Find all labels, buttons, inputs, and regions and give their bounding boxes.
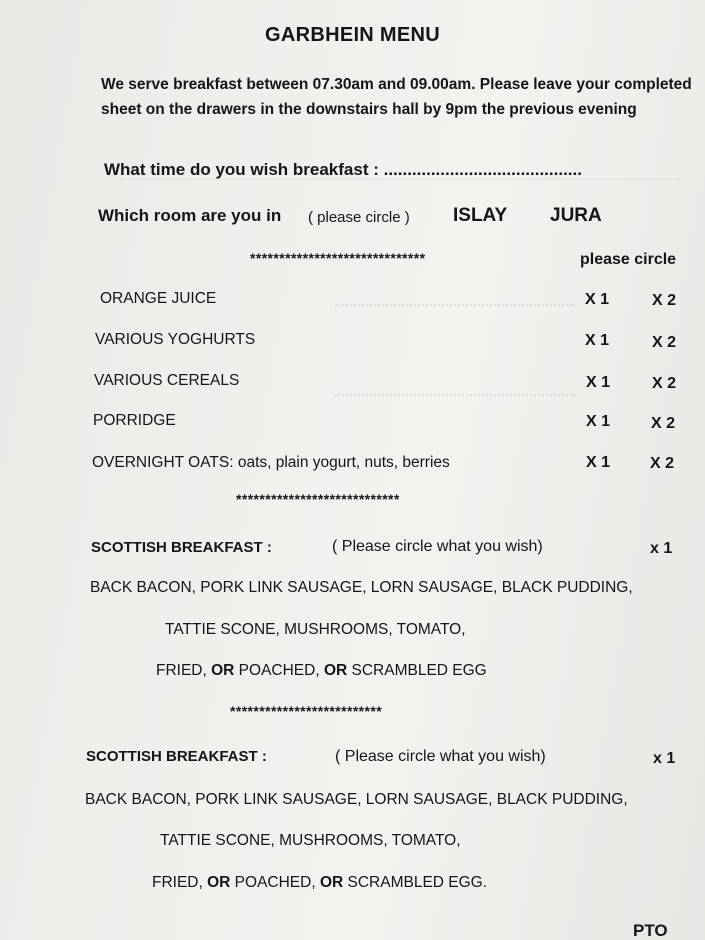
qty-option-x1[interactable]: X 1 bbox=[585, 332, 610, 349]
breakfast-options-line[interactable]: BACK BACON, PORK LINK SAUSAGE, LORN SAUSAGE, BLACK PUDDING, bbox=[85, 791, 628, 808]
egg-option-poached[interactable]: POACHED, bbox=[230, 874, 320, 891]
breakfast-time-question[interactable]: What time do you wish breakfast : .......................................... bbox=[104, 160, 582, 179]
item-various-yoghurts: VARIOUS YOGHURTS bbox=[95, 331, 256, 348]
or-label: OR bbox=[211, 662, 235, 679]
egg-option-fried[interactable]: FRIED, bbox=[152, 874, 208, 891]
qty-option-x1[interactable]: X 1 bbox=[586, 413, 611, 430]
scottish-breakfast-qty[interactable]: x 1 bbox=[650, 540, 673, 557]
breakfast-options-line[interactable]: TATTIE SCONE, MUSHROOMS, TOMATO, bbox=[165, 621, 466, 638]
room-option-islay[interactable]: ISLAY bbox=[453, 205, 508, 226]
separator: ****************************** bbox=[250, 250, 426, 266]
breakfast-options-line[interactable]: TATTIE SCONE, MUSHROOMS, TOMATO, bbox=[160, 832, 461, 849]
scottish-breakfast-qty[interactable]: x 1 bbox=[653, 750, 676, 767]
separator: **************************** bbox=[236, 491, 400, 507]
show-through-line bbox=[335, 296, 575, 306]
scottish-breakfast-title: SCOTTISH BREAKFAST : bbox=[86, 748, 267, 765]
egg-option-scrambled[interactable]: SCRAMBLED EGG bbox=[347, 662, 487, 679]
intro-text: We serve breakfast between 07.30am and 09.00am. Please leave your completed sheet on the drawers in the downstairs hall by 9pm the previous evening bbox=[101, 76, 692, 118]
scottish-breakfast-hint: ( Please circle what you wish) bbox=[332, 538, 543, 555]
qty-option-x2[interactable]: X 2 bbox=[652, 334, 677, 351]
egg-option-scrambled[interactable]: SCRAMBLED EGG. bbox=[343, 874, 488, 891]
qty-option-x1[interactable]: X 1 bbox=[586, 374, 611, 391]
scottish-breakfast-title: SCOTTISH BREAKFAST : bbox=[91, 539, 272, 556]
egg-options-line[interactable] bbox=[156, 662, 487, 680]
or-label: OR bbox=[207, 874, 231, 891]
item-orange-juice: ORANGE JUICE bbox=[100, 290, 217, 307]
egg-option-poached[interactable]: POACHED, bbox=[234, 662, 324, 679]
qty-option-x2[interactable]: X 2 bbox=[650, 455, 675, 472]
qty-option-x2[interactable]: X 2 bbox=[651, 415, 676, 432]
separator: ************************** bbox=[230, 703, 383, 719]
item-various-cereals: VARIOUS CEREALS bbox=[94, 372, 240, 389]
or-label: OR bbox=[319, 874, 344, 891]
room-question: Which room are you in bbox=[98, 206, 282, 225]
room-hint: ( please circle ) bbox=[308, 209, 410, 226]
qty-option-x1[interactable]: X 1 bbox=[586, 454, 611, 471]
please-circle-label: please circle bbox=[580, 251, 677, 268]
or-label: OR bbox=[323, 662, 348, 679]
qty-option-x1[interactable]: X 1 bbox=[585, 291, 610, 308]
item-overnight-oats: OVERNIGHT OATS: oats, plain yogurt, nuts, berries bbox=[92, 454, 450, 471]
scottish-breakfast-hint: ( Please circle what you wish) bbox=[335, 748, 546, 765]
egg-options-line[interactable] bbox=[152, 874, 487, 892]
breakfast-options-line[interactable]: BACK BACON, PORK LINK SAUSAGE, LORN SAUSAGE, BLACK PUDDING, bbox=[90, 579, 633, 596]
qty-option-x2[interactable]: X 2 bbox=[652, 292, 677, 309]
item-porridge: PORRIDGE bbox=[93, 412, 176, 429]
qty-option-x2[interactable]: X 2 bbox=[652, 375, 677, 392]
egg-option-fried[interactable]: FRIED, bbox=[156, 662, 212, 679]
show-through-line bbox=[335, 386, 575, 396]
room-option-jura[interactable]: JURA bbox=[550, 205, 602, 226]
pto-label: PTO bbox=[633, 921, 668, 940]
page-title: GARBHEIN MENU bbox=[264, 24, 440, 46]
